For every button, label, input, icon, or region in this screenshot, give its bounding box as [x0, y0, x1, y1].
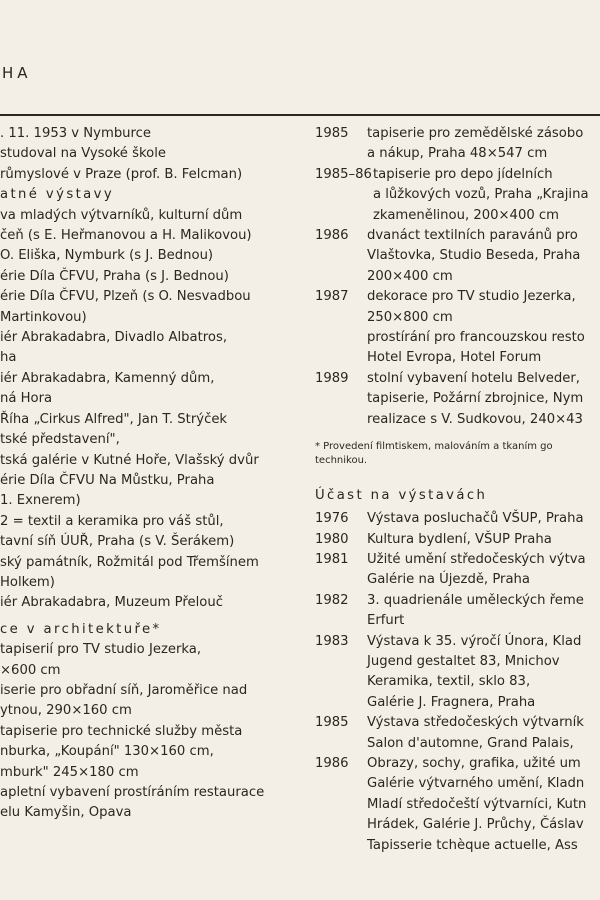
entry-year: 1980 [315, 531, 349, 547]
exhibition-entry [315, 509, 600, 529]
entry-line: Výstava posluchačů VŠUP, Praha [367, 511, 584, 527]
architecture-work-line: tapiserií pro TV studio Jezerka, [0, 642, 202, 658]
solo-exhibition-line: tavní síň ÚUŘ, Praha (s V. Šerákem) [0, 534, 235, 550]
entry-line: a nákup, Praha 48×547 cm [367, 146, 548, 162]
entry-text [367, 550, 600, 591]
entry-line: Kultura bydlení, VŠUP Praha [367, 531, 552, 547]
work-entry [315, 369, 600, 430]
entry-text [367, 713, 600, 754]
solo-exhibition-line: Říha „Cirkus Alfred", Jan T. Strýček [0, 411, 228, 427]
entry-year: 1986 [315, 755, 349, 771]
footnote-line: * Provedení filmtiskem, malováním a tkaním go [315, 441, 553, 453]
architecture-work-line: tapiserie pro technické služby města [0, 723, 243, 739]
entry-text [367, 226, 600, 287]
entry-line: Mladí středočeští výtvarníci, Kutn [367, 796, 587, 812]
footnote [315, 440, 600, 468]
exhibition-entry [315, 632, 600, 714]
entry-text [367, 530, 600, 550]
solo-exhibition-line: tské představení", [0, 432, 120, 448]
architecture-work-line: mburk" 245×180 cm [0, 764, 139, 780]
architecture-work-line: elu Kamyšin, Opava [0, 805, 132, 821]
work-entry [315, 287, 600, 369]
solo-exhibition-line: Holkem) [0, 574, 55, 590]
solo-exhibition-line: tská galérie v Kutné Hoře, Vlašský dvůr [0, 452, 259, 468]
section-heading-architecture: ce v architektuře* [0, 621, 162, 637]
exhibition-entry [315, 754, 600, 856]
entry-text [367, 369, 600, 430]
section-heading-solo-exhibitions: atné výstavy [0, 187, 115, 203]
solo-exhibition-line: ná Hora [0, 391, 53, 407]
entry-year: 1982 [315, 592, 349, 608]
entry-line: dekorace pro TV studio Jezerka, [367, 289, 576, 305]
entry-line: Erfurt [367, 613, 405, 629]
exhibition-entry [315, 530, 600, 550]
architecture-work-line: iserie pro obřadní síň, Jaroměřice nad [0, 682, 248, 698]
entry-line: realizace s V. Sudkovou, 240×43 [367, 411, 583, 427]
solo-exhibition-line: ha [0, 350, 17, 366]
entry-line: Vlaštovka, Studio Beseda, Praha [367, 248, 581, 264]
entry-text [367, 754, 600, 856]
right-column [315, 124, 600, 856]
entry-year: 1985–86 [315, 166, 372, 182]
solo-exhibition-line: Martinkovou) [0, 309, 87, 325]
entry-line: a lůžkových vozů, Praha „Krajina [373, 187, 589, 203]
entry-text [367, 287, 600, 369]
solo-exhibition-line: iér Abrakadabra, Kamenný dům, [0, 370, 215, 386]
solo-exhibition-line: čeň (s E. Heřmanovou a H. Malikovou) [0, 228, 252, 244]
entry-line: Hrádek, Galérie J. Průchy, Čáslav [367, 817, 584, 833]
solo-exhibition-line: érie Díla ČFVU, Praha (s J. Bednou) [0, 268, 229, 284]
entry-year: 1981 [315, 551, 349, 567]
entry-line: zkamenělinou, 200×400 cm [373, 207, 560, 223]
work-entry [315, 226, 600, 287]
entry-line: tapiserie pro depo jídelních [373, 166, 553, 182]
entry-line: Salon d'automne, Grand Palais, [367, 735, 574, 751]
entry-line: Obrazy, sochy, grafika, užité um [367, 755, 581, 771]
solo-exhibition-line: ský památník, Rožmitál pod Třemšínem [0, 554, 259, 570]
solo-exhibition-line: iér Abrakadabra, Divadlo Albatros, [0, 330, 228, 346]
header-rule [0, 114, 600, 116]
footnote-line: technikou. [315, 455, 368, 467]
entry-year: 1985 [315, 126, 349, 141]
entry-line: tapiserie, Požární zbrojnice, Nym [367, 391, 584, 407]
entry-text [367, 124, 600, 165]
solo-exhibition-line: O. Eliška, Nymburk (s J. Bednou) [0, 248, 214, 264]
section-heading-exhibitions: Účast na výstavách [315, 488, 488, 504]
solo-exhibition-line: va mladých výtvarníků, kulturní dům [0, 207, 243, 223]
entry-year: 1985 [315, 715, 349, 731]
solo-exhibition-line: érie Díla ČFVU, Plzeň (s O. Nesvadbou [0, 289, 251, 305]
architecture-work-line: ytnou, 290×160 cm [0, 703, 132, 719]
entry-line: Tapisserie tchèque actuelle, Ass [367, 837, 578, 853]
entry-line: Hotel Evropa, Hotel Forum [367, 350, 542, 366]
solo-exhibition-line: érie Díla ČFVU Na Můstku, Praha [0, 472, 215, 488]
entry-text [367, 632, 600, 714]
entry-line: Galérie na Újezdě, Praha [367, 572, 530, 588]
entry-line: Výstava k 35. výročí Února, Klad [367, 633, 582, 649]
entry-year: 1983 [315, 633, 349, 649]
exhibition-entry [315, 591, 600, 632]
entry-text [373, 165, 600, 226]
entry-line: Jugend gestaltet 83, Mnichov [367, 653, 560, 669]
entry-line: prostírání pro francouzskou resto [367, 330, 585, 346]
architecture-work-line: ×600 cm [0, 662, 61, 678]
architecture-work-line: apletní vybavení prostíráním restaurace [0, 785, 265, 800]
entry-line: 3. quadrienále uměleckých řeme [367, 592, 584, 608]
left-column [0, 124, 292, 824]
entry-line: stolní vybavení hotelu Belveder, [367, 370, 580, 386]
entry-line: 200×400 cm [367, 268, 453, 284]
solo-exhibition-line: iér Abrakadabra, Muzeum Přelouč [0, 595, 223, 611]
bio-line: růmyslové v Praze (prof. B. Felcman) [0, 166, 243, 182]
entry-line: dvanáct textilních paravánů pro [367, 228, 578, 244]
solo-exhibition-line: 1. Exnerem) [0, 493, 81, 509]
solo-exhibition-line: 2 = textil a keramika pro váš stůl, [0, 513, 224, 529]
architecture-work-line: nburka, „Koupání" 130×160 cm, [0, 744, 214, 760]
entry-year: 1987 [315, 289, 349, 305]
entry-text [367, 509, 600, 529]
entry-line: Výstava středočeských výtvarník [367, 715, 584, 731]
work-entry [315, 124, 600, 165]
entry-text [367, 591, 600, 632]
entry-line: Užité umění středočeských výtva [367, 551, 586, 567]
entry-year: 1976 [315, 511, 349, 527]
page-title: HA [2, 64, 32, 82]
bio-line: . 11. 1953 v Nymburce [0, 126, 152, 141]
entry-line: tapiserie pro zemědělské zásobo [367, 126, 584, 141]
entry-line: Keramika, textil, sklo 83, [367, 674, 531, 690]
entry-line: Galérie J. Fragnera, Praha [367, 694, 536, 710]
exhibition-entry [315, 550, 600, 591]
entry-year: 1989 [315, 370, 349, 386]
bio-line: studoval na Vysoké škole [0, 146, 166, 162]
entry-year: 1986 [315, 228, 349, 244]
entry-line: Galérie výtvarného umění, Kladn [367, 776, 585, 792]
work-entry [315, 165, 600, 226]
exhibition-entry [315, 713, 600, 754]
entry-line: 250×800 cm [367, 309, 453, 325]
